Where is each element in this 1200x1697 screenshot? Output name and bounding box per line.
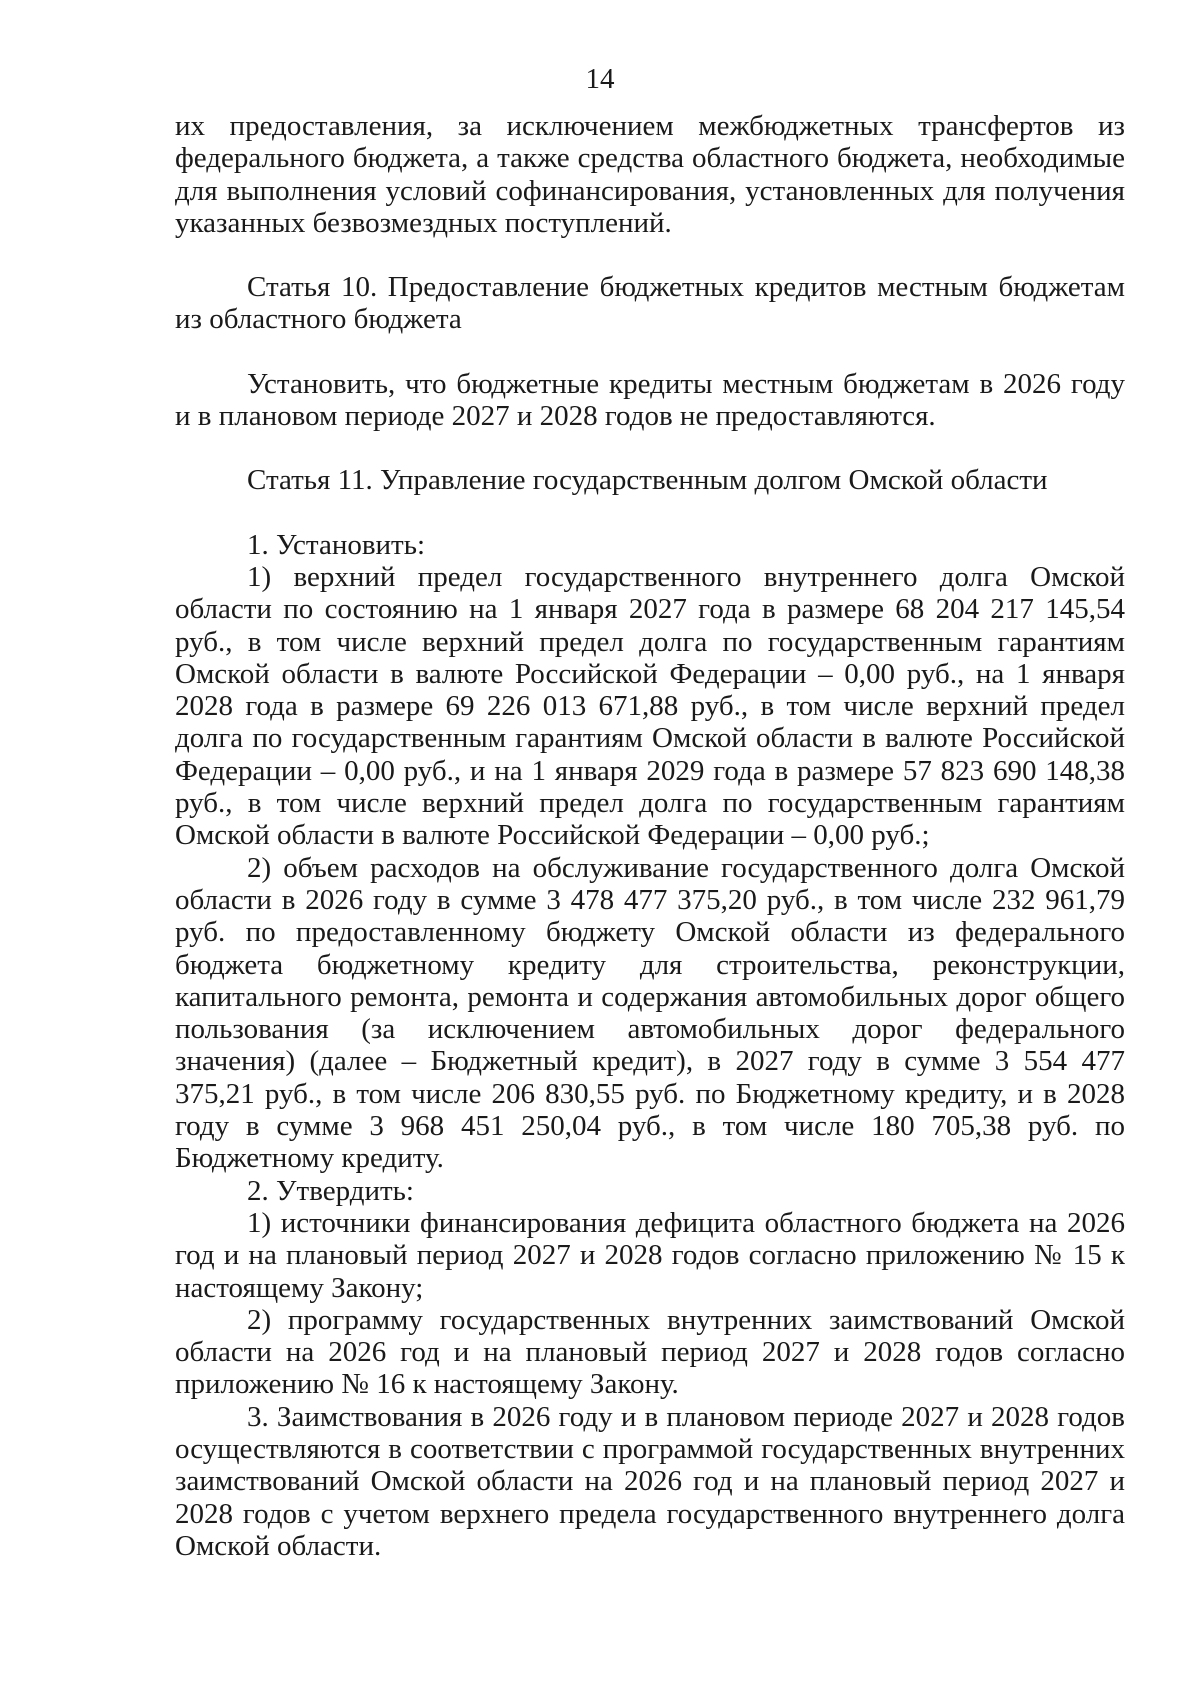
article-11-clause-3: 3. Заимствования в 2026 году и в плановом периоде 2027 и 2028 годов осуществляются в соответствии с программой государственных внутренних заимствований Омской области на 2026 год и на плановый период 2027 и 2028 годов с учетом верхнего предела государственного внутреннего долга Омской области. [175, 1400, 1125, 1562]
article-10-text: Установить, что бюджетные кредиты местным бюджетам в 2026 году и в плановом периоде 2027 и 2028 годов не предоставляются. [175, 367, 1125, 433]
article-11-clause-2-item-2: 2) программу государственных внутренних заимствований Омской области на 2026 год и на плановый период 2027 и 2028 годов согласно приложению № 16 к настоящему Закону. [175, 1303, 1125, 1401]
article-11-clause-2-label: 2. Утвердить: [247, 1174, 414, 1207]
article-11-heading: Статья 11. Управление государственным долгом Омской области [247, 464, 1048, 497]
article-11-clause-1-item-1: 1) верхний предел государственного внутреннего долга Омской области по состоянию на 1 января 2027 года в размере 68 204 217 145,54 руб., в том числе верхний предел долга по государственным гарантиям Омской области в валюте Российской Федерации – 0,00 руб., на 1 января 2028 года в размере 69 226 013 671,88 руб., в том числе верхний предел долга по государственным гарантиям Омской области в валюте Российской Федерации – 0,00 руб., и на 1 января 2029 года в размере 57 823 690 148,38 руб., в том числе верхний предел долга по государственным гарантиям Омской области в валюте Российской Федерации – 0,00 руб.; [175, 560, 1125, 852]
article-11-clause-2-item-1: 1) источники финансирования дефицита областного бюджета на 2026 год и на плановый период 2027 и 2028 годов согласно приложению № 15 к настоящему Закону; [175, 1206, 1125, 1304]
article-10-heading: Статья 10. Предоставление бюджетных кредитов местным бюджетам из областного бюджета [175, 271, 1125, 336]
continuation-paragraph: их предоставления, за исключением межбюджетных трансфертов из федерального бюджета, а также средства областного бюджета, необходимые для выполнения условий софинансирования, установленных для получения указанных безвозмездных поступлений. [175, 110, 1125, 239]
article-11-clause-1-item-2: 2) объем расходов на обслуживание государственного долга Омской области в 2026 году в сумме 3 478 477 375,20 руб., в том числе 232 961,79 руб. по предоставленному бюджету Омской области из федерального бюджета бюджетному кредиту для строительства, реконструкции, капитального ремонта, ремонта и содержания автомобильных дорог общего пользования (за исключением автомобильных дорог федерального значения) (далее – Бюджетный кредит), в 2027 году в сумме 3 554 477 375,21 руб., в том числе 206 830,55 руб. по Бюджетному кредиту, и в 2028 году в сумме 3 968 451 250,04 руб., в том числе 180 705,38 руб. по Бюджетному кредиту. [175, 851, 1125, 1175]
page-number: 14 [585, 63, 615, 95]
article-11-clause-1-label: 1. Установить: [247, 528, 426, 561]
document-body [175, 110, 1125, 1562]
